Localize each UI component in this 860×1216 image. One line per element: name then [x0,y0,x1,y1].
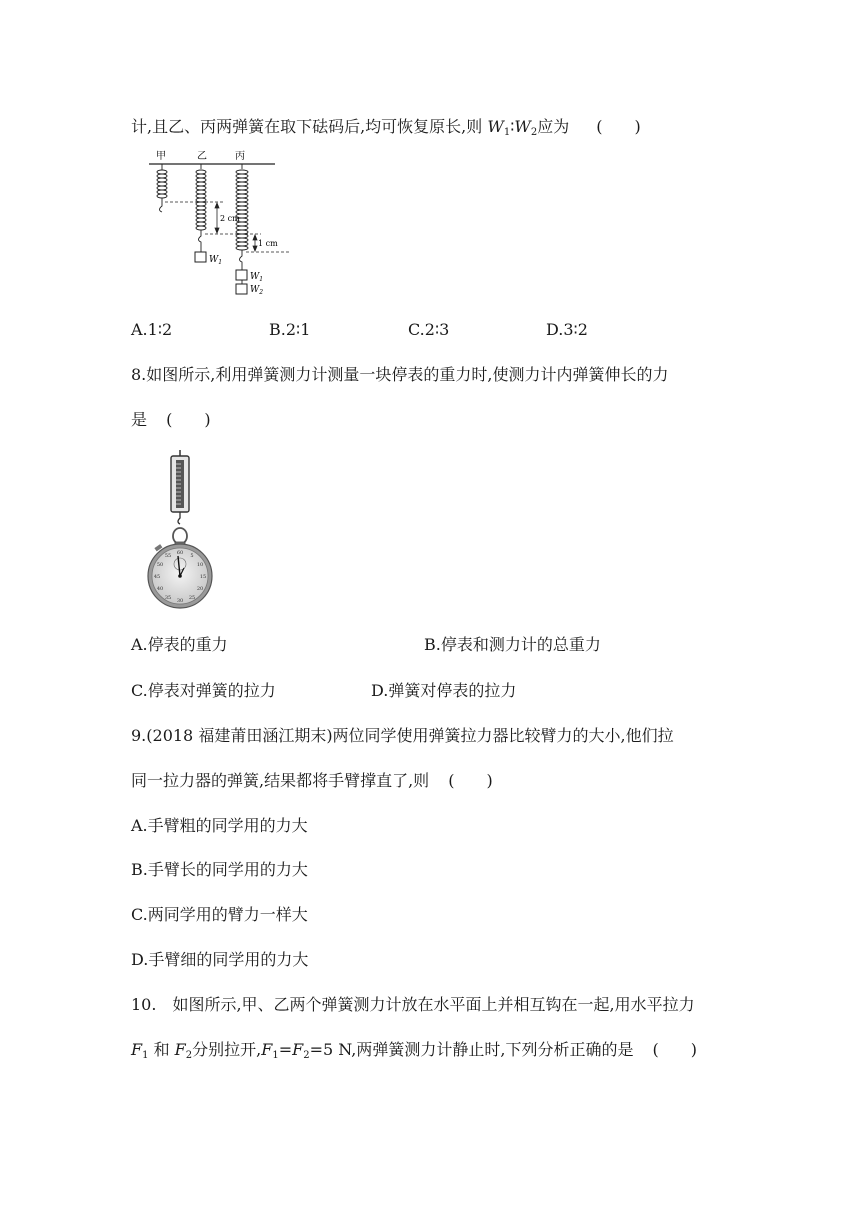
q10-f2-sub: 2 [185,1050,193,1061]
q10-f1b-sub: 1 [272,1050,279,1061]
q7-option-b[interactable]: B.2∶1 [269,320,311,339]
q9-option-c[interactable]: C.两同学用的臂力一样大 [131,905,308,924]
dial-55: 55 [164,553,172,559]
q8-answer-bracket: ( ) [166,410,211,429]
dial-40: 40 [156,586,164,592]
q8-stem-text: 是 [131,410,148,429]
q8-stem-line1: 8.如图所示,利用弹簧测力计测量一块停表的重力时,使测力计内弹簧伸长的力 [131,365,669,384]
q9-stem-line2 [131,771,493,791]
stopwatch [148,528,212,608]
label-bing: 丙 [235,151,245,162]
q7-answer-bracket: ( ) [596,117,641,136]
q7-ratio: ∶ [510,117,515,136]
label-yi: 乙 [197,151,207,162]
dial-20: 20 [196,586,204,592]
q7-stem-text-a: 计,且乙、丙两弹簧在取下砝码后,均可恢复原长,则 [131,117,488,136]
label-1cm: 1 cm [258,239,278,248]
q10-stem-line2 [131,1040,697,1066]
q7-stem [131,117,641,143]
q10-f1-sub: 1 [142,1050,149,1061]
dial-25: 25 [188,595,196,601]
q10-f1b: F [261,1040,273,1059]
q7-fig-w1: $W_1$ [209,255,223,266]
spring-bing [236,164,248,294]
q7-option-c[interactable]: C.2∶3 [408,320,450,339]
q10-mid: 分别拉开, [192,1040,262,1059]
q10-eq2: =5 N,两弹簧测力计静止时,下列分析正确的是 [309,1040,634,1059]
q10-f2b-sub: 2 [303,1050,310,1061]
q7-w1-sub: 1 [503,127,511,138]
q7-fig-w2: $W_2$ [250,285,264,296]
q9-stem-line1: 9.(2018 福建莆田涵江期末)两位同学使用弹簧拉力器比较臂力的大小,他们拉 [131,726,674,745]
q7-w1: W [487,117,504,136]
q10-f2: F [174,1040,186,1059]
q9-option-a[interactable]: A.手臂粗的同学用的力大 [131,816,308,835]
spring-scale [171,450,189,524]
q7-w2-sub: 2 [530,127,538,138]
q7-spring-figure [145,148,295,300]
q7-option-a[interactable]: A.1∶2 [131,320,173,339]
dial-5: 5 [190,553,194,559]
q10-eq1: = [278,1040,293,1059]
label-2cm: 2 cm [220,214,240,223]
q10-answer-bracket: ( ) [652,1040,698,1059]
spring-yi [195,164,206,262]
q7-fig-w1b: $W_1$ [250,272,264,283]
q8-option-b[interactable]: B.停表和测力计的总重力 [424,635,601,654]
q8-option-d[interactable]: D.弹簧对停表的拉力 [371,681,517,700]
dial-35: 35 [164,595,172,601]
q8-stem-line2 [131,410,211,430]
q8-stopwatch-figure [143,450,219,610]
dial-15: 15 [199,574,207,580]
q9-option-b[interactable]: B.手臂长的同学用的力大 [131,860,308,879]
label-jia: 甲 [156,151,166,162]
q7-stem-text-b: 应为 [537,117,570,136]
q10-and: 和 [153,1040,175,1059]
dial-30: 30 [176,598,184,604]
q10-stem-line1: 10. 如图所示,甲、乙两个弹簧测力计放在水平面上并相互钩在一起,用水平拉力 [131,995,695,1014]
q9-answer-bracket: ( ) [448,771,493,790]
dial-45: 45 [153,574,161,580]
dial-10: 10 [196,562,204,568]
q10-f1: F [131,1040,143,1059]
q10-f2b: F [292,1040,304,1059]
q7-w2: W [514,117,531,136]
q7-option-d[interactable]: D.3∶2 [546,320,588,339]
spring-jia [157,164,167,212]
dial-50: 50 [156,562,164,568]
q9-stem-text: 同一拉力器的弹簧,结果都将手臂撑直了,则 [131,771,430,790]
q8-option-c[interactable]: C.停表对弹簧的拉力 [131,681,276,700]
q9-option-d[interactable]: D.手臂细的同学用的力大 [131,950,309,969]
dial-60: 60 [176,550,184,556]
q8-option-a[interactable]: A.停表的重力 [131,635,228,654]
